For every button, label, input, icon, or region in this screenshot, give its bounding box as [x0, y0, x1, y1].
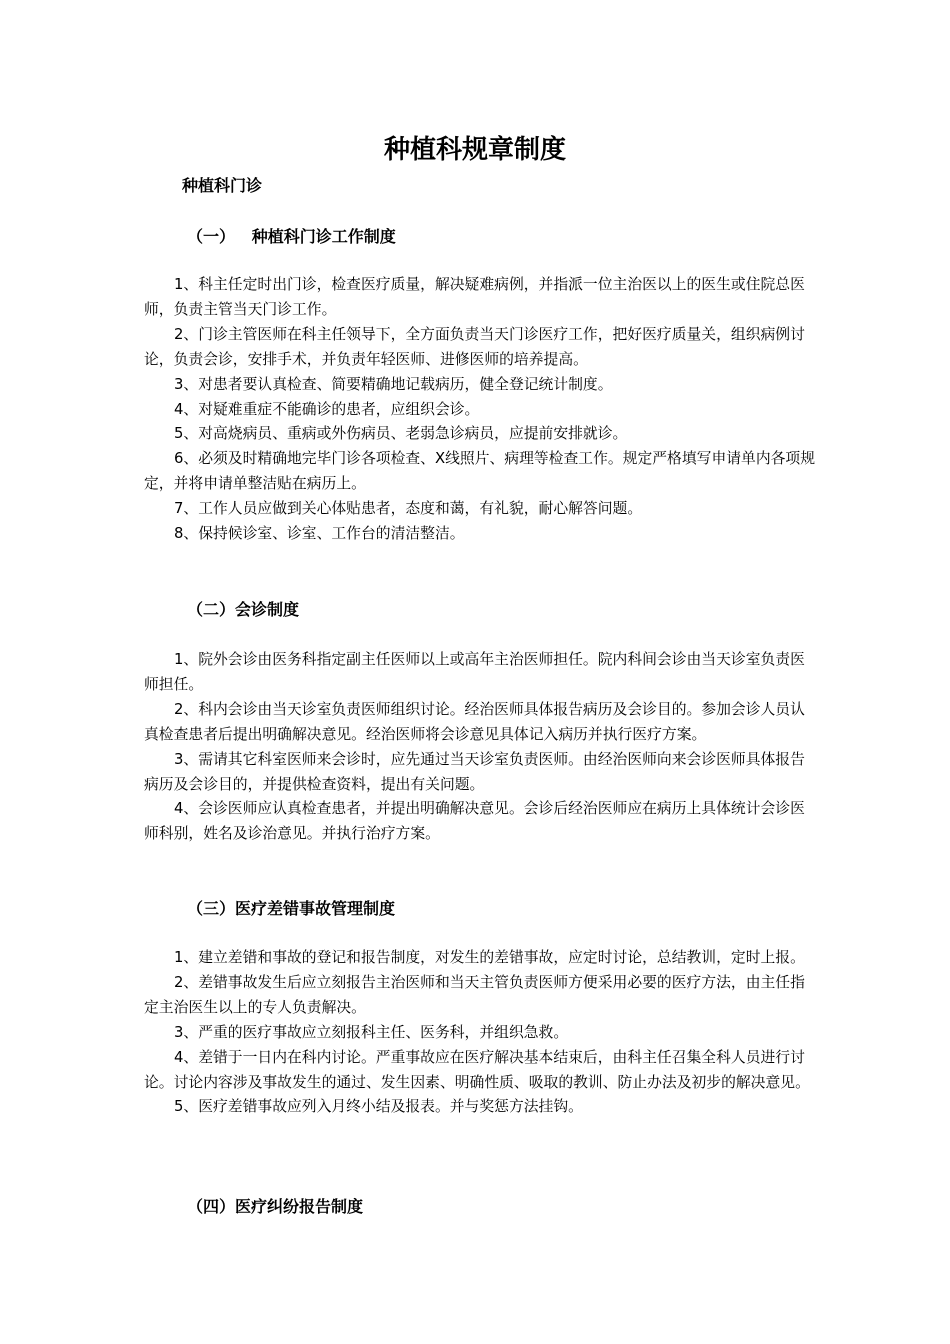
section-heading-1: （一） 种植科门诊工作制度: [187, 227, 396, 246]
section-body-1: [144, 273, 816, 547]
paragraph: 5、对高烧病员、重病或外伤病员、老弱急诊病员，应提前安排就诊。: [174, 425, 628, 443]
paragraph: 2、差错事故发生后应立刻报告主治医师和当天主管负责医师方便采用必要的医疗方法，由主任指定主治医生以上的专人负责解决。: [144, 973, 805, 1016]
paragraph: 1、院外会诊由医务科指定副主任医师以上或高年主治医师担任。院内科间会诊由当天诊室负责医师担任。: [144, 651, 805, 693]
section-heading-4: （四）医疗纠纷报告制度: [187, 1197, 364, 1216]
document-subtitle: 种植科门诊: [182, 176, 263, 195]
section-body-3: [144, 946, 816, 1120]
paragraph: 4、会诊医师应认真检查患者，并提出明确解决意见。会诊后经治医师应在病历上具体统计会诊医师科别，姓名及诊治意见。并执行治疗方案。: [144, 800, 805, 843]
paragraph: 4、差错于一日内在科内讨论。严重事故应在医疗解决基本结束后，由科主任召集全科人员进行讨论。讨论内容涉及事故发生的通过、发生因素、明确性质、吸取的教训、防止办法及初步的解决意见。: [144, 1048, 810, 1091]
paragraph: 3、需请其它科室医师来会诊时，应先通过当天诊室负责医师。由经治医师向来会诊医师具体报告病历及会诊目的，并提供检查资料，提出有关问题。: [144, 750, 805, 793]
paragraph: 1、建立差错和事故的登记和报告制度，对发生的差错事故，应定时讨论，总结教训，定时上报。: [174, 949, 805, 966]
paragraph: 5、医疗差错事故应列入月终小结及报表。并与奖惩方法挂钩。: [174, 1098, 583, 1116]
paragraph: 7、工作人员应做到关心体贴患者，态度和蔼，有礼貌，耐心解答问题。: [174, 500, 643, 518]
paragraph: 2、门诊主管医师在科主任领导下，全方面负责当天门诊医疗工作，把好医疗质量关，组织病例讨论，负责会诊，安排手术，并负责年轻医师、进修医师的培养提高。: [144, 325, 805, 368]
paragraph: 3、严重的医疗事故应立刻报科主任、医务科，并组织急救。: [174, 1023, 569, 1041]
section-heading-3: （三）医疗差错事故管理制度: [187, 899, 396, 918]
paragraph: 6、必须及时精确地完毕门诊各项检查、X线照片、病理等检查工作。规定严格填写申请单内各项规定，并将申请单整洁贴在病历上。: [144, 450, 816, 493]
paragraph: 2、科内会诊由当天诊室负责医师组织讨论。经治医师具体报告病历及会诊目的。参加会诊人员认真检查患者后提出明确解决意见。经治医师将会诊意见具体记入病历并执行医疗方案。: [144, 700, 805, 743]
section-heading-2: （二）会诊制度: [187, 600, 300, 619]
paragraph: 4、对疑难重症不能确诊的患者，应组织会诊。: [174, 400, 480, 418]
paragraph: 3、对患者要认真检查、简要精确地记载病历，健全登记统计制度。: [174, 375, 613, 393]
paragraph: 8、保持候诊室、诊室、工作台的清洁整洁。: [174, 525, 465, 543]
section-body-2: [144, 648, 816, 847]
document-title: 种植科规章制度: [383, 135, 566, 165]
paragraph: 1、科主任定时出门诊，检查医疗质量，解决疑难病例，并指派一位主治医以上的医生或住院总医师，负责主管当天门诊工作。: [144, 276, 805, 318]
